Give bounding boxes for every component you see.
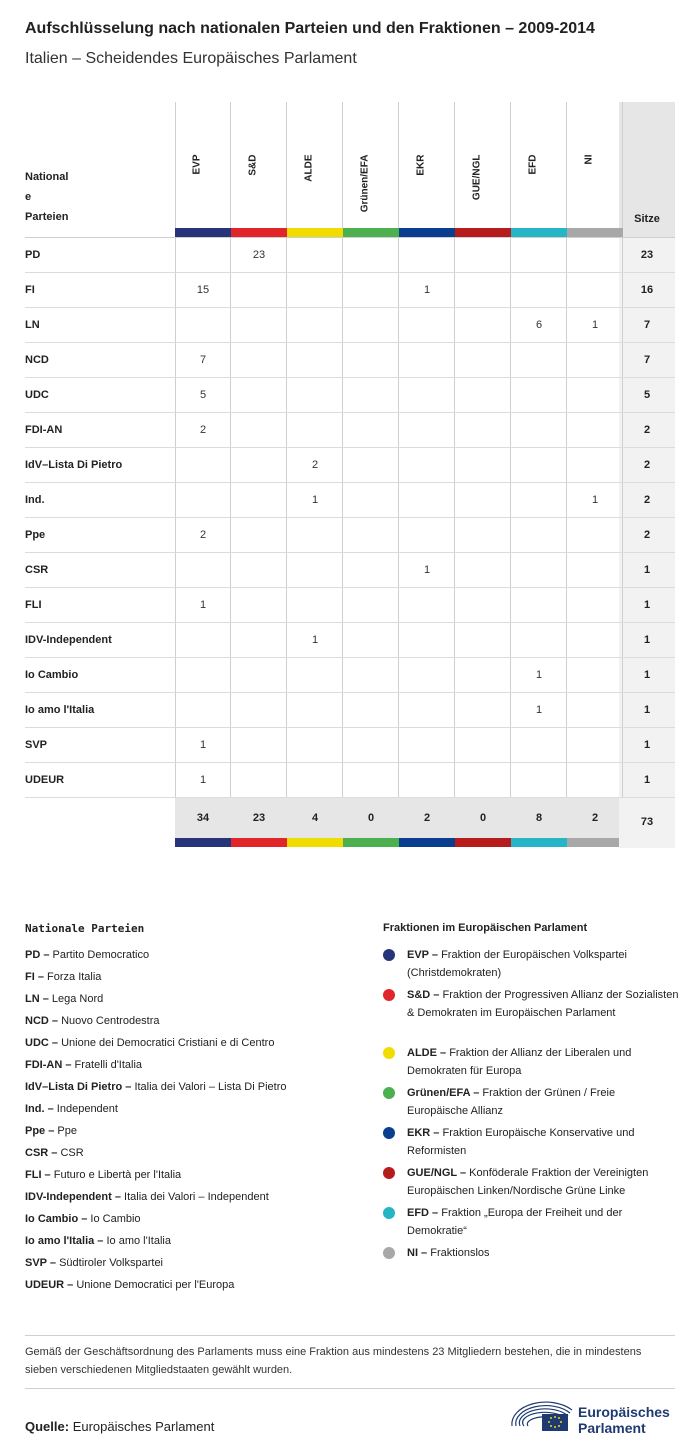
party-name: SVP [25, 739, 48, 751]
table-row [25, 623, 675, 658]
seat-cell: 1 [199, 739, 207, 751]
group-label: GUE/NGL [471, 154, 483, 201]
group-column-header [511, 103, 567, 228]
column-total: 34 [196, 812, 210, 824]
footnote: Gemäß der Geschäftsordnung des Parlaments muss eine Fraktion aus mindestens 23 Mitgliedern bestehen, die in mindestens sieben verschiedenen Mitgliedstaaten gewählt wurden. [25, 1346, 642, 1376]
party-name: CSR [25, 564, 49, 576]
party-legend-item: Io amo l'Italia – Io amo l'Italia [25, 1235, 171, 1247]
party-legend-item: CSR – CSR [25, 1147, 84, 1159]
group-label: EKR [415, 154, 427, 176]
column-total: 0 [479, 812, 487, 824]
group-label: EVP [191, 154, 203, 175]
table-row [25, 588, 675, 623]
table-row [25, 553, 675, 588]
column-total: 23 [252, 812, 266, 824]
table-row [25, 343, 675, 378]
row-total: 2 [643, 424, 651, 436]
group-label: EFD [527, 154, 539, 175]
column-total: 4 [311, 812, 319, 824]
row-total: 1 [643, 739, 651, 751]
party-legend-item: IdV–Lista Di Pietro – Italia dei Valori – Lista Di Pietro [25, 1081, 287, 1093]
row-total: 1 [643, 774, 651, 786]
row-total: 16 [640, 284, 654, 296]
party-name: Io amo l'Italia [25, 704, 95, 716]
party-legend-item: LN – Lega Nord [25, 993, 104, 1005]
row-total: 23 [640, 249, 654, 261]
group-color-bar [399, 838, 455, 847]
group-color-dot [383, 989, 395, 1001]
seat-cell: 1 [591, 319, 599, 331]
logo-text: Europäisches Parlament [578, 1404, 670, 1436]
group-column-header [343, 103, 399, 228]
seat-cell: 1 [199, 774, 207, 786]
party-legend-item: Ind. – Independent [25, 1103, 118, 1115]
seat-cell: 6 [535, 319, 543, 331]
table-row [25, 413, 675, 448]
table-row [25, 728, 675, 763]
group-legend-title: Fraktionen im Europäischen Parlament [383, 922, 588, 934]
row-total: 1 [643, 704, 651, 716]
party-name: IdV–Lista Di Pietro [25, 459, 123, 471]
row-total: 1 [643, 634, 651, 646]
group-color-dot [383, 1087, 395, 1099]
seat-cell: 2 [311, 459, 319, 471]
party-name: Ind. [25, 494, 45, 506]
group-column-header [455, 103, 511, 228]
table-row [25, 273, 675, 308]
party-legend-item: FDI-AN – Fratelli d'Italia [25, 1059, 143, 1071]
group-label: Grünen/EFA [359, 154, 371, 213]
party-name: LN [25, 319, 40, 331]
group-color-bar [399, 228, 455, 237]
group-column-header [175, 103, 231, 228]
seat-cell: 1 [591, 494, 599, 506]
party-name: IDV-Independent [25, 634, 112, 646]
row-total: 1 [643, 599, 651, 611]
group-column-header [231, 103, 287, 228]
row-total: 7 [643, 354, 651, 366]
party-legend-item: UDC – Unione dei Democratici Cristiani e di Centro [25, 1037, 275, 1049]
row-total: 2 [643, 459, 651, 471]
party-legend-item: Ppe – Ppe [25, 1125, 77, 1137]
group-color-bar [175, 228, 231, 237]
column-total: 2 [591, 812, 599, 824]
group-color-bar [287, 838, 343, 847]
group-column-header [287, 103, 343, 228]
group-color-bar [343, 228, 399, 237]
group-color-bar [231, 838, 287, 847]
page-title: Aufschlüsselung nach nationalen Parteien und den Fraktionen – 2009-2014 [25, 20, 595, 37]
party-legend-item: FI – Forza Italia [25, 971, 102, 983]
group-color-dot [383, 1047, 395, 1059]
row-total: 2 [643, 494, 651, 506]
group-label: NI [583, 154, 595, 165]
group-color-dot [383, 1167, 395, 1179]
group-label: ALDE [303, 154, 315, 182]
party-name: FLI [25, 599, 42, 611]
group-color-dot [383, 1127, 395, 1139]
seat-cell: 5 [199, 389, 207, 401]
row-total: 1 [643, 564, 651, 576]
page-subtitle: Italien – Scheidendes Europäisches Parlament [25, 50, 357, 67]
group-label: S&D [247, 154, 259, 176]
seat-cell: 1 [535, 704, 543, 716]
table-row [25, 448, 675, 483]
table-row [25, 658, 675, 693]
seat-cell: 2 [199, 529, 207, 541]
party-legend-item: NCD – Nuovo Centrodestra [25, 1015, 160, 1027]
group-color-bar [511, 228, 567, 237]
seat-cell: 15 [196, 284, 210, 296]
group-color-bar [455, 228, 511, 237]
table-row [25, 693, 675, 728]
group-color-dot [383, 1207, 395, 1219]
column-total: 0 [367, 812, 375, 824]
group-color-bar [567, 228, 623, 237]
group-color-bar [455, 838, 511, 847]
group-color-dot [383, 1247, 395, 1259]
seat-cell: 1 [311, 634, 319, 646]
table-row [25, 308, 675, 343]
total-header: Sitze [634, 213, 660, 225]
column-total: 8 [535, 812, 543, 824]
table-row [25, 518, 675, 553]
table-row [25, 378, 675, 413]
group-color-bar [511, 838, 567, 847]
seat-cell: 1 [423, 564, 431, 576]
source-line: Quelle: Europäisches Parlament [25, 1419, 215, 1434]
column-total: 2 [423, 812, 431, 824]
table-row [25, 238, 675, 273]
row-total: 2 [643, 529, 651, 541]
group-column-header [399, 103, 455, 228]
divider [25, 1335, 675, 1336]
seat-cell: 1 [199, 599, 207, 611]
grand-total: 73 [619, 798, 675, 848]
table-row [25, 763, 675, 798]
seat-cell: 1 [311, 494, 319, 506]
party-name: FDI-AN [25, 424, 63, 436]
party-name: UDC [25, 389, 49, 401]
group-color-dot [383, 949, 395, 961]
seat-cell: 2 [199, 424, 207, 436]
table-row [25, 483, 675, 518]
party-legend-item: Io Cambio – Io Cambio [25, 1213, 141, 1225]
party-legend-title: Nationale Parteien [25, 922, 145, 935]
party-legend-item: FLI – Futuro e Libertà per l'Italia [25, 1169, 182, 1181]
row-header-label: National e Parteien [25, 171, 69, 223]
group-color-bar [175, 838, 231, 847]
group-color-bar [231, 228, 287, 237]
group-color-bar [287, 228, 343, 237]
seat-cell: 23 [252, 249, 266, 261]
party-name: PD [25, 249, 41, 261]
party-name: Io Cambio [25, 669, 79, 681]
party-legend-item: UDEUR – Unione Democratici per l'Europa [25, 1279, 235, 1291]
party-name: NCD [25, 354, 49, 366]
row-total: 1 [643, 669, 651, 681]
divider [25, 1388, 675, 1389]
group-column-header [567, 103, 623, 228]
seat-cell: 1 [535, 669, 543, 681]
group-color-bar [567, 838, 623, 847]
party-name: Ppe [25, 529, 46, 541]
party-legend-item: PD – Partito Democratico [25, 949, 150, 961]
row-total: 7 [643, 319, 651, 331]
row-total: 5 [643, 389, 651, 401]
party-legend-item: SVP – Südtiroler Volkspartei [25, 1257, 164, 1269]
party-name: UDEUR [25, 774, 65, 786]
party-legend-item: IDV-Independent – Italia dei Valori – Independent [25, 1191, 269, 1203]
party-name: FI [25, 284, 35, 296]
seat-cell: 7 [199, 354, 207, 366]
group-color-bar [343, 838, 399, 847]
seat-cell: 1 [423, 284, 431, 296]
